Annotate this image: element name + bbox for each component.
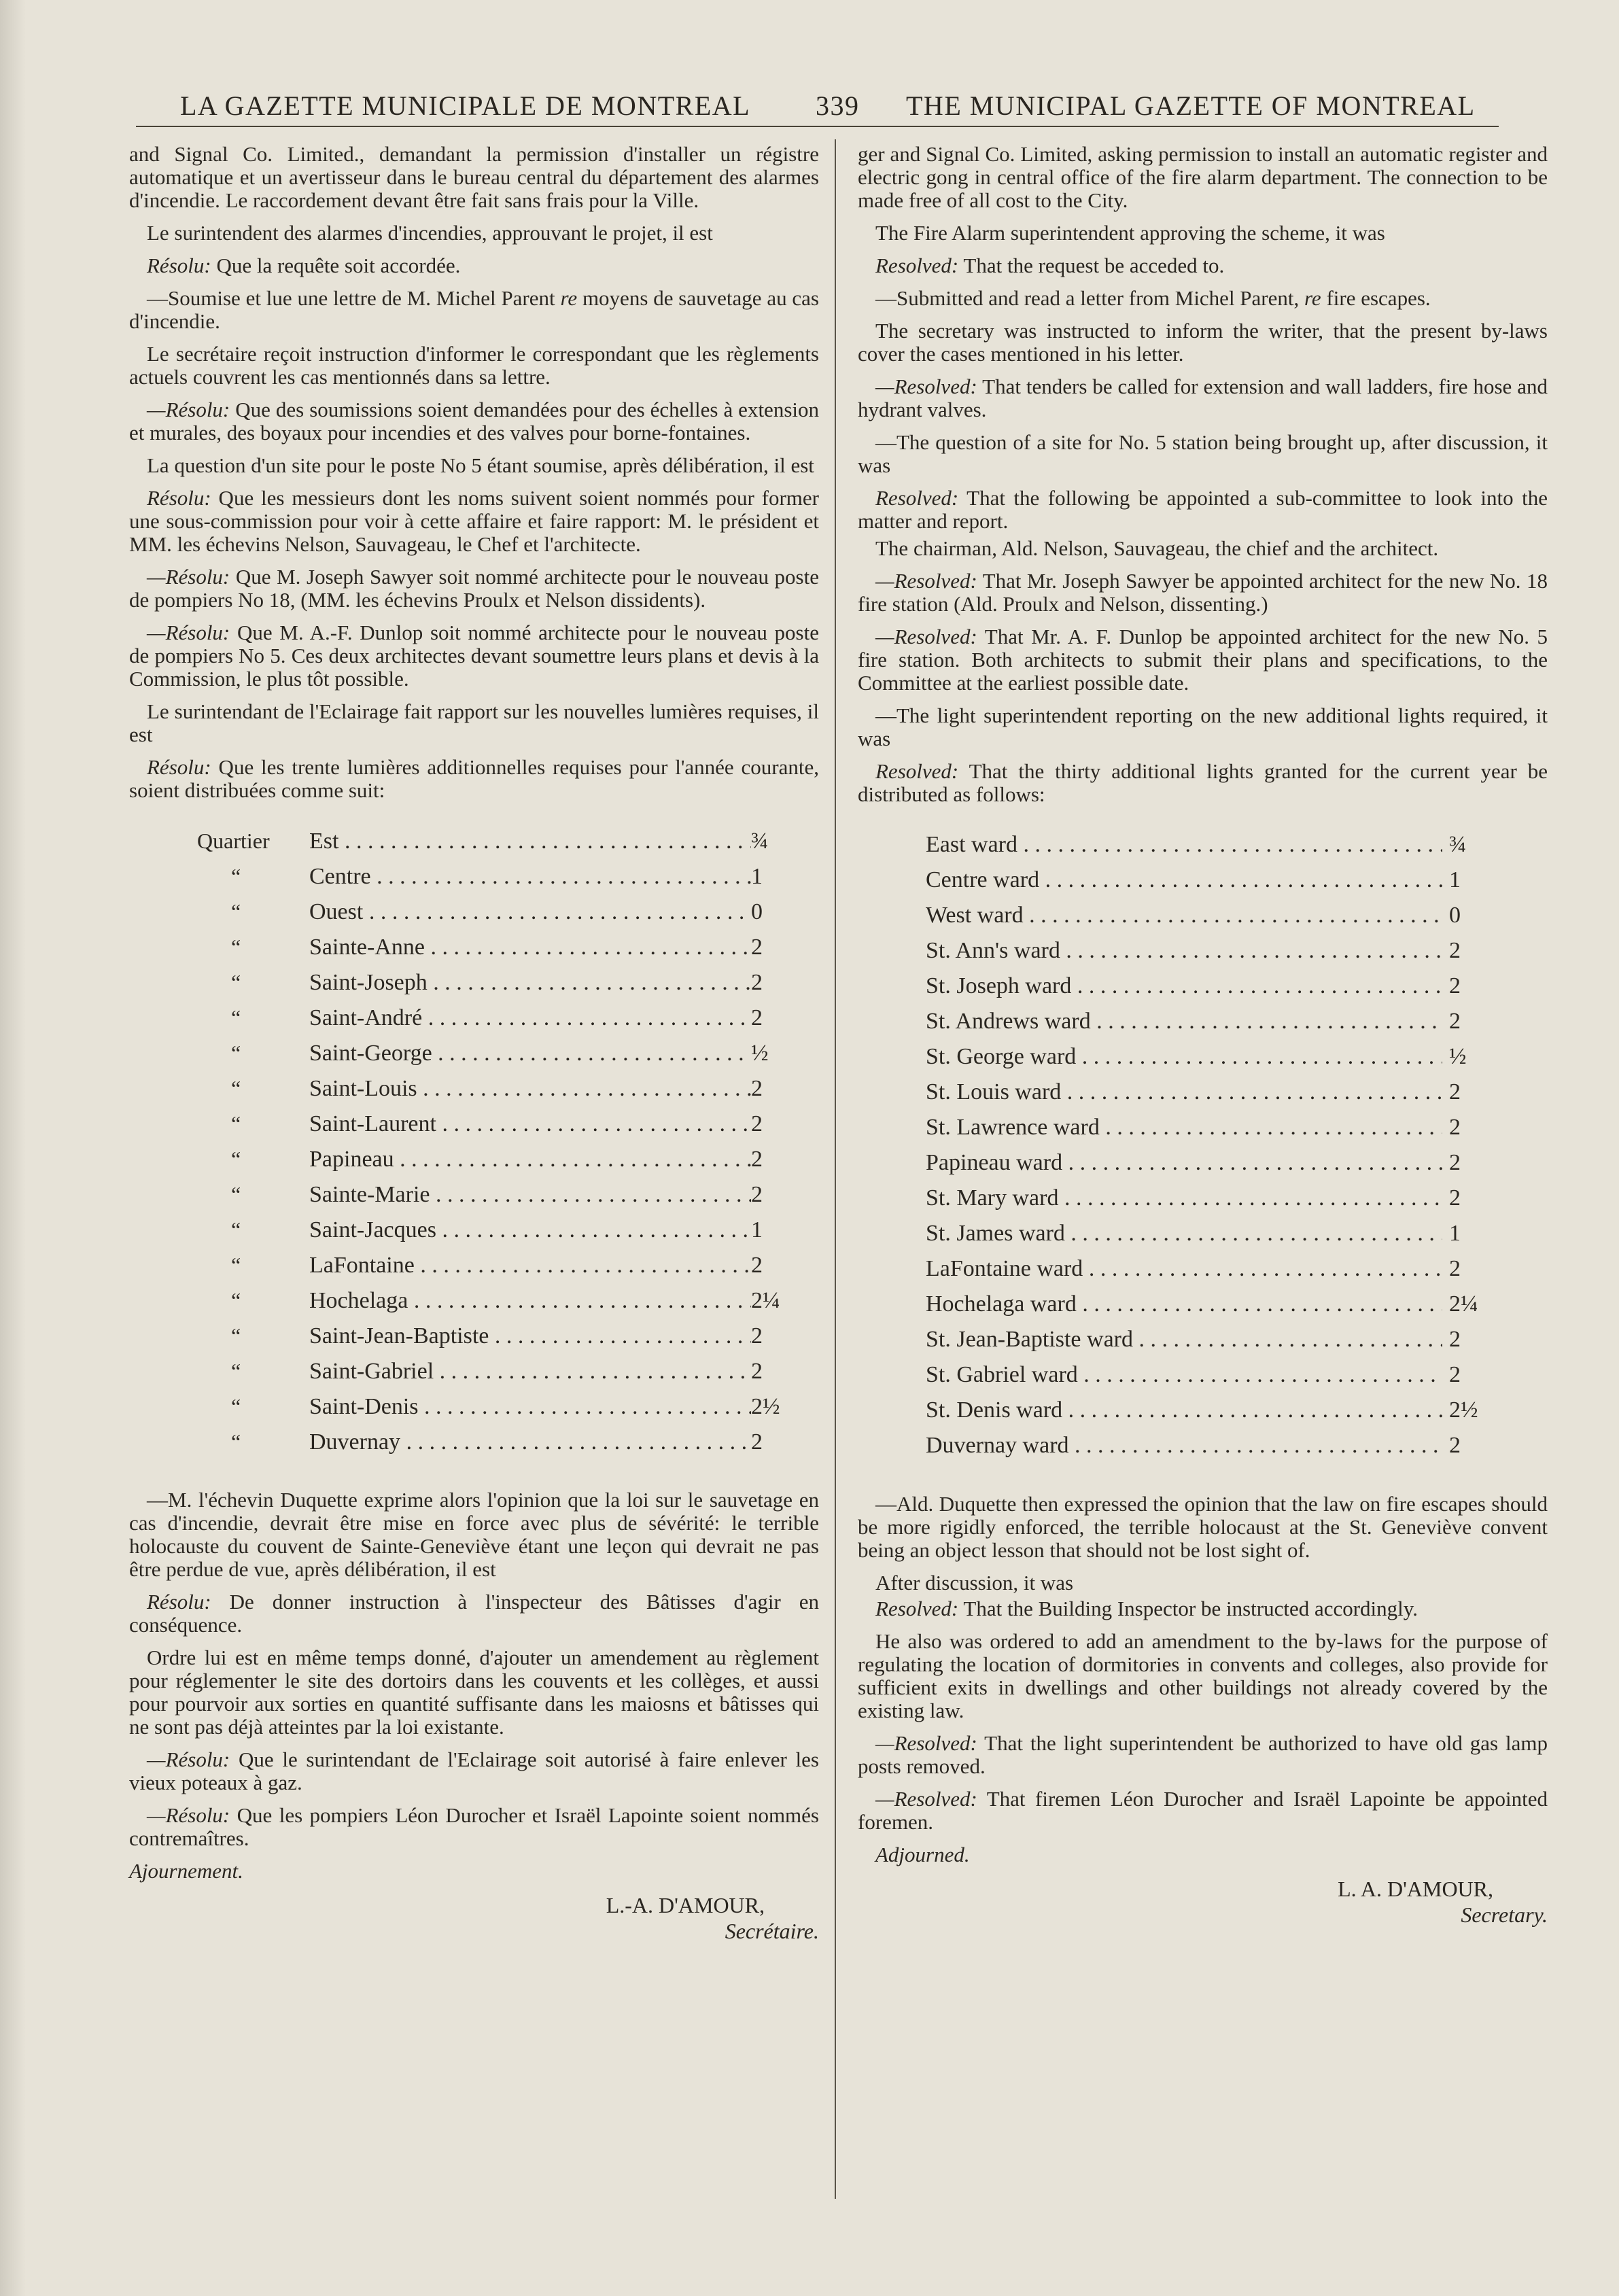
ward-row xyxy=(858,1116,1548,1151)
ward-lights-count: 1 xyxy=(1449,1221,1461,1246)
resolution-label: —Résolu: xyxy=(147,565,230,589)
resolution-text: That the Building Inspector be instructed accordingly. xyxy=(958,1597,1418,1620)
paragraph: —The light superintendent reporting on the new additional lights required, it was xyxy=(858,703,1548,750)
ward-name: Saint-Jean-Baptiste . . . xyxy=(309,1325,751,1348)
ditto-mark: “ xyxy=(231,864,241,888)
ward-lights-count: 2 xyxy=(751,1076,763,1101)
ward-lights-count: 2 xyxy=(1449,1362,1461,1387)
resolution-label: Resolved: xyxy=(875,486,959,510)
text-run: —Soumise et lue une lettre de M. Michel Parent xyxy=(147,286,561,310)
ward-lights-count: 2 xyxy=(1449,1009,1461,1034)
ward-lights-count: 2 xyxy=(751,970,763,995)
ward-lights-count: 2¼ xyxy=(751,1288,780,1313)
ward-lights-count: 0 xyxy=(751,899,763,924)
ward-lights-count: 2 xyxy=(1449,1185,1461,1211)
ward-name: Papineau ward . . . xyxy=(926,1151,1442,1175)
ditto-mark: “ xyxy=(231,1182,241,1206)
ward-lights-count: ¾ xyxy=(751,829,769,854)
resolution xyxy=(858,375,1548,421)
ward-row xyxy=(858,939,1548,975)
ward-row xyxy=(858,1257,1548,1293)
paragraph: Le surintendant de l'Eclairage fait rapport sur les nouvelles lumières requises, il est xyxy=(129,699,819,746)
ward-name: Ouest . . . xyxy=(309,901,751,924)
ward-name: Saint-Laurent . . . xyxy=(309,1113,751,1136)
ward-name: St. James ward . . . xyxy=(926,1222,1442,1245)
resolution xyxy=(129,621,819,691)
resolution xyxy=(129,756,819,802)
resolution-text: Que M. Joseph Sawyer soit nommé architecte pour le nouveau poste de pompiers No 18, (MM. les échevins Proulx et Nelson dissidents). xyxy=(129,565,819,612)
ward-name: St. Denis ward . . . xyxy=(926,1399,1442,1422)
ward-name: St. Louis ward . . . xyxy=(926,1081,1442,1104)
ward-name: Sainte-Marie . . . xyxy=(309,1183,751,1206)
ward-lights-count: ½ xyxy=(1449,1044,1467,1069)
ward-row xyxy=(858,1363,1548,1399)
resolution-label: —Resolved: xyxy=(875,1731,977,1755)
paragraph: He also was ordered to add an amendment to the by-laws for the purpose of regulating the location of dormitories in convents and colleges, also provide for sufficient exits in dwellings and other buildings not already covered by the existing law. xyxy=(858,1629,1548,1722)
ward-name: St. Jean-Baptiste ward . . . xyxy=(926,1328,1442,1351)
paragraph: and Signal Co. Limited., demandant la permission d'installer un régistre automatique et un avertisseur dans le bureau central du département des alarmes d'incendie. Le raccordement devant être fait sans frais pour la Ville. xyxy=(129,142,819,212)
resolution-label: Resolved: xyxy=(875,759,959,783)
quartier-label: Quartier xyxy=(197,829,270,853)
ward-lights-count: 2 xyxy=(1449,973,1461,998)
resolution xyxy=(858,760,1548,806)
adjournment: Ajournement. xyxy=(129,1859,243,1883)
resolution-text: Que M. A.-F. Dunlop soit nommé architecte pour le nouveau poste de pompiers No 5. Ces deux architectes devant soumettre leurs plans et devis à la Commission, le plus tôt possible. xyxy=(129,621,819,691)
ditto-mark: “ xyxy=(231,1288,241,1312)
ward-row xyxy=(858,975,1548,1010)
resolution-label: —Resolved: xyxy=(875,375,977,398)
ward-name: Papineau . . . xyxy=(309,1148,751,1171)
resolution xyxy=(858,254,1548,277)
ward-lights-count: 1 xyxy=(751,864,763,889)
ward-lights-count: 2 xyxy=(1449,1115,1461,1140)
ward-name: Est . . . xyxy=(309,830,751,853)
ward-name: East ward . . . xyxy=(926,833,1442,856)
column-divider xyxy=(835,139,836,2199)
ward-lights-count: 2 xyxy=(751,1429,763,1455)
ward-row xyxy=(858,1010,1548,1045)
ward-row xyxy=(129,1041,819,1077)
signature-name: L.-A. D'AMOUR, xyxy=(606,1893,765,1917)
ward-name: LaFontaine ward . . . xyxy=(926,1257,1442,1281)
ditto-mark: “ xyxy=(231,1394,241,1419)
ward-name: Centre ward . . . xyxy=(926,869,1442,892)
ward-row xyxy=(858,1151,1548,1187)
signature-block xyxy=(129,1892,819,1944)
ward-name: Saint-Gabriel . . . xyxy=(309,1360,751,1383)
resolution-label: —Résolu: xyxy=(147,621,230,644)
ward-row xyxy=(858,1399,1548,1434)
ward-name: Centre . . . xyxy=(309,865,751,888)
ward-lights-count: 1 xyxy=(751,1217,763,1242)
ward-lights-count: 2 xyxy=(1449,1150,1461,1175)
resolution-label: —Résolu: xyxy=(147,1747,230,1771)
ward-name: St. Lawrence ward . . . xyxy=(926,1116,1442,1139)
ward-name: Hochelaga . . . xyxy=(309,1289,751,1312)
resolution-text: Que la requête soit accordée. xyxy=(211,254,461,277)
paragraph: The chairman, Ald. Nelson, Sauvageau, the chief and the architect. xyxy=(875,536,1439,560)
resolution-text: That Mr. Joseph Sawyer be appointed architect for the new No. 18 fire station (Ald. Proulx and Nelson, dissenting.) xyxy=(858,569,1548,616)
text-run: moyens de sauvetage au cas d'incendie. xyxy=(129,286,819,333)
paragraph: —The question of a site for No. 5 station being brought up, after discussion, it was xyxy=(858,430,1548,477)
ditto-mark: “ xyxy=(231,935,241,959)
ward-name: Hochelaga ward . . . xyxy=(926,1293,1442,1316)
text-run: —Submitted and read a letter from Michel Parent, xyxy=(875,286,1305,310)
paragraph: Le secrétaire reçoit instruction d'informer le correspondant que les règlements actuels couvrent les cas mentionnés dans sa lettre. xyxy=(129,342,819,389)
ward-name: St. Andrews ward . . . xyxy=(926,1010,1442,1033)
ditto-mark: “ xyxy=(231,1359,241,1383)
ward-allocation-list xyxy=(129,829,819,1465)
re-label: re xyxy=(560,286,578,310)
signature-name: L. A. D'AMOUR, xyxy=(1338,1877,1493,1901)
english-column xyxy=(858,143,1548,1928)
ward-lights-count: 1 xyxy=(1449,867,1461,892)
resolution xyxy=(129,1748,819,1794)
ward-row xyxy=(129,1006,819,1041)
resolution xyxy=(858,570,1548,616)
ward-row xyxy=(129,971,819,1006)
ward-name: Duvernay ward . . . xyxy=(926,1434,1442,1457)
ward-row xyxy=(129,1395,819,1430)
ward-lights-count: 2½ xyxy=(1449,1397,1478,1423)
ward-lights-count: 2 xyxy=(751,1359,763,1384)
ward-name: Saint-André . . . xyxy=(309,1007,751,1030)
resolution-label: Résolu: xyxy=(147,1590,211,1614)
page-header xyxy=(133,82,1505,122)
ditto-mark: “ xyxy=(231,1005,241,1030)
ward-row xyxy=(858,904,1548,939)
ward-name: Saint-Joseph . . . xyxy=(309,971,751,994)
ward-row xyxy=(858,833,1548,869)
ward-row xyxy=(129,900,819,935)
header-rule xyxy=(136,126,1499,127)
french-title: LA GAZETTE MUNICIPALE DE MONTREAL xyxy=(180,90,751,121)
resolution-text: That tenders be called for extension and wall ladders, fire hose and hydrant valves. xyxy=(858,375,1548,421)
ward-name: St. Mary ward . . . xyxy=(926,1187,1442,1210)
paragraph: After discussion, it was xyxy=(875,1571,1074,1595)
ward-row xyxy=(129,935,819,971)
ditto-mark: “ xyxy=(231,1147,241,1171)
ward-lights-count: 2 xyxy=(751,1323,763,1349)
ward-row xyxy=(858,869,1548,904)
text-run: fire escapes. xyxy=(1321,286,1431,310)
ward-lights-count: 2 xyxy=(751,1253,763,1278)
english-title: THE MUNICIPAL GAZETTE OF MONTREAL xyxy=(906,90,1476,121)
ward-lights-count: 2¼ xyxy=(1449,1291,1478,1317)
ward-allocation-list xyxy=(858,833,1548,1469)
signature-title: Secrétaire. xyxy=(725,1919,819,1943)
ditto-mark: “ xyxy=(231,1323,241,1348)
resolution xyxy=(129,566,819,612)
ward-row xyxy=(858,1328,1548,1363)
resolution xyxy=(129,487,819,556)
ward-name: Sainte-Anne . . . xyxy=(309,936,751,959)
ward-lights-count: 2 xyxy=(751,1147,763,1172)
ward-name: Saint-Jacques . . . xyxy=(309,1219,751,1242)
resolution-text: Que les trente lumières additionnelles requises pour l'année courante, soient distribuées comme suit: xyxy=(129,755,819,802)
resolution-text: De donner instruction à l'inspecteur des Bâtisses d'agir en conséquence. xyxy=(129,1590,819,1637)
ditto-mark: “ xyxy=(231,970,241,994)
ward-lights-count: 2 xyxy=(1449,938,1461,963)
ward-name: Duvernay . . . xyxy=(309,1431,751,1454)
ward-row xyxy=(129,1253,819,1289)
ward-lights-count: 2 xyxy=(751,1111,763,1136)
ward-row xyxy=(858,1293,1548,1328)
ward-name: St. George ward . . . xyxy=(926,1045,1442,1068)
resolution-text: That Mr. A. F. Dunlop be appointed architect for the new No. 5 fire station. Both architects to submit their plans and specifications, to the Committee at the earliest possible date. xyxy=(858,625,1548,695)
ward-row xyxy=(129,1430,819,1465)
ward-row xyxy=(858,1045,1548,1081)
resolution-label: Résolu: xyxy=(147,486,211,510)
ward-row xyxy=(129,1112,819,1147)
resolution xyxy=(858,1597,1548,1620)
ward-lights-count: 2 xyxy=(751,1005,763,1030)
ditto-mark: “ xyxy=(231,899,241,924)
resolution-label: Résolu: xyxy=(147,755,211,779)
ward-name: St. Joseph ward . . . xyxy=(926,975,1442,998)
paragraph xyxy=(129,287,819,333)
resolution xyxy=(129,398,819,445)
ward-row xyxy=(129,865,819,900)
ward-lights-count: 2 xyxy=(1449,1079,1461,1104)
ward-name: Saint-Louis . . . xyxy=(309,1077,751,1100)
resolution-text: That the request be acceded to. xyxy=(958,254,1225,277)
ward-lights-count: 2 xyxy=(751,1182,763,1207)
signature-title: Secretary. xyxy=(1461,1902,1548,1927)
ward-lights-count: 2 xyxy=(1449,1433,1461,1458)
resolution-label: —Resolved: xyxy=(875,1787,977,1811)
ditto-mark: “ xyxy=(231,1076,241,1100)
ward-row xyxy=(858,1081,1548,1116)
resolution xyxy=(858,487,1548,533)
ward-row xyxy=(858,1187,1548,1222)
ditto-mark: “ xyxy=(231,1111,241,1136)
ward-row xyxy=(129,1359,819,1395)
ditto-mark: “ xyxy=(231,1253,241,1277)
signature-block xyxy=(858,1876,1548,1928)
ward-row xyxy=(858,1222,1548,1257)
ward-row xyxy=(129,1324,819,1359)
ward-lights-count: 0 xyxy=(1449,903,1461,928)
ward-name: West ward . . . xyxy=(926,904,1442,927)
ward-row xyxy=(129,1077,819,1112)
resolution-label: —Résolu: xyxy=(147,398,230,421)
ward-lights-count: 2 xyxy=(1449,1256,1461,1281)
resolution-label: Resolved: xyxy=(875,254,959,277)
resolution-label: —Resolved: xyxy=(875,569,977,593)
resolution-text: That the light superintendent be authorized to have old gas lamp posts removed. xyxy=(858,1731,1548,1778)
resolution-label: —Résolu: xyxy=(147,1803,230,1827)
resolution-label: —Resolved: xyxy=(875,625,977,648)
resolution xyxy=(858,1732,1548,1778)
paragraph: —M. l'échevin Duquette exprime alors l'opinion que la loi sur le sauvetage en cas d'incendie, devrait être mise en force avec plus de sévérité: le terrible holocauste du couvent de Sainte-Geneviève étant une leçon qui devrait ne pas être perdue de vue, après délibération, il est xyxy=(129,1488,819,1581)
resolution xyxy=(858,1788,1548,1834)
page-binding-edge xyxy=(0,0,26,2296)
resolution xyxy=(129,1590,819,1637)
ward-lights-count: 2½ xyxy=(751,1394,780,1419)
paragraph: Le surintendent des alarmes d'incendies, approuvant le projet, il est xyxy=(147,221,713,245)
ward-lights-count: 2 xyxy=(1449,1327,1461,1352)
adjournment: Adjourned. xyxy=(875,1843,970,1866)
ward-lights-count: ½ xyxy=(751,1041,769,1066)
ward-name: LaFontaine . . . xyxy=(309,1254,751,1277)
resolution-text: Que des soumissions soient demandées pour des échelles à extension et murales, des boyaux pour incendies et des valves pour borne-fontaines. xyxy=(129,398,819,445)
ward-name: St. Ann's ward . . . xyxy=(926,939,1442,962)
resolution-text: That the thirty additional lights granted for the current year be distributed as follows: xyxy=(858,759,1548,806)
paragraph: Ordre lui est en même temps donné, d'ajouter un amendement au règlement pour réglementer le site des dortoirs dans les couvents et les collèges, et aussi pour pourvoir aux sorties en quantité suffisante dans les maiosns et bâtisses qui ne sont pas déjà atteintes par la loi existante. xyxy=(129,1646,819,1739)
resolution-text: Que les pompiers Léon Durocher et Israël Lapointe soient nommés contremaîtres. xyxy=(129,1803,819,1850)
paragraph: ger and Signal Co. Limited, asking permission to install an automatic register and electric gong in central office of the fire alarm department. The connection to be made free of all cost to the City. xyxy=(858,142,1548,212)
resolution-text: That the following be appointed a sub-committee to look into the matter and report. xyxy=(858,486,1548,533)
page-number: 339 xyxy=(816,90,860,121)
ward-name: Saint-George . . . xyxy=(309,1042,751,1065)
resolution-label: Résolu: xyxy=(147,254,211,277)
french-column xyxy=(129,143,819,1944)
ward-row xyxy=(129,1147,819,1183)
ward-name: St. Gabriel ward . . . xyxy=(926,1363,1442,1387)
paragraph: La question d'un site pour le poste No 5 étant soumise, après délibération, il est xyxy=(147,453,814,477)
resolution-label: Resolved: xyxy=(875,1597,959,1620)
ditto-mark: “ xyxy=(231,1429,241,1454)
ward-lights-count: 2 xyxy=(751,935,763,960)
re-label: re xyxy=(1304,286,1321,310)
resolution xyxy=(129,254,819,277)
paragraph xyxy=(858,287,1548,310)
ward-lights-count: ¾ xyxy=(1449,832,1467,857)
paragraph: The Fire Alarm superintendent approving the scheme, it was xyxy=(875,221,1385,245)
ward-row xyxy=(129,1183,819,1218)
ward-name: Saint-Denis . . . xyxy=(309,1395,751,1419)
resolution-text: Que le surintendant de l'Eclairage soit autorisé à faire enlever les vieux poteaux à gaz. xyxy=(129,1747,819,1794)
ditto-mark: “ xyxy=(231,1217,241,1242)
paragraph: The secretary was instructed to inform the writer, that the present by-laws cover the cases mentioned in his letter. xyxy=(858,319,1548,366)
resolution-text: That firemen Léon Durocher and Israël Lapointe be appointed foremen. xyxy=(858,1787,1548,1834)
resolution xyxy=(129,1804,819,1850)
ward-row xyxy=(129,829,819,865)
paragraph: —Ald. Duquette then expressed the opinion that the law on fire escapes should be more rigidly enforced, the terrible holocaust at the St. Geneviève convent being an object lesson that should not be lost sight of. xyxy=(858,1492,1548,1562)
ward-row xyxy=(858,1434,1548,1469)
resolution xyxy=(858,625,1548,695)
ditto-mark: “ xyxy=(231,1041,241,1065)
ward-row xyxy=(129,1218,819,1253)
ward-row xyxy=(129,1289,819,1324)
resolution-text: Que les messieurs dont les noms suivent soient nommés pour former une sous-commission pour voir à cette affaire et faire rapport: M. le président et MM. les échevins Nelson, Sauvageau, le Chef et l'architecte. xyxy=(129,486,819,556)
